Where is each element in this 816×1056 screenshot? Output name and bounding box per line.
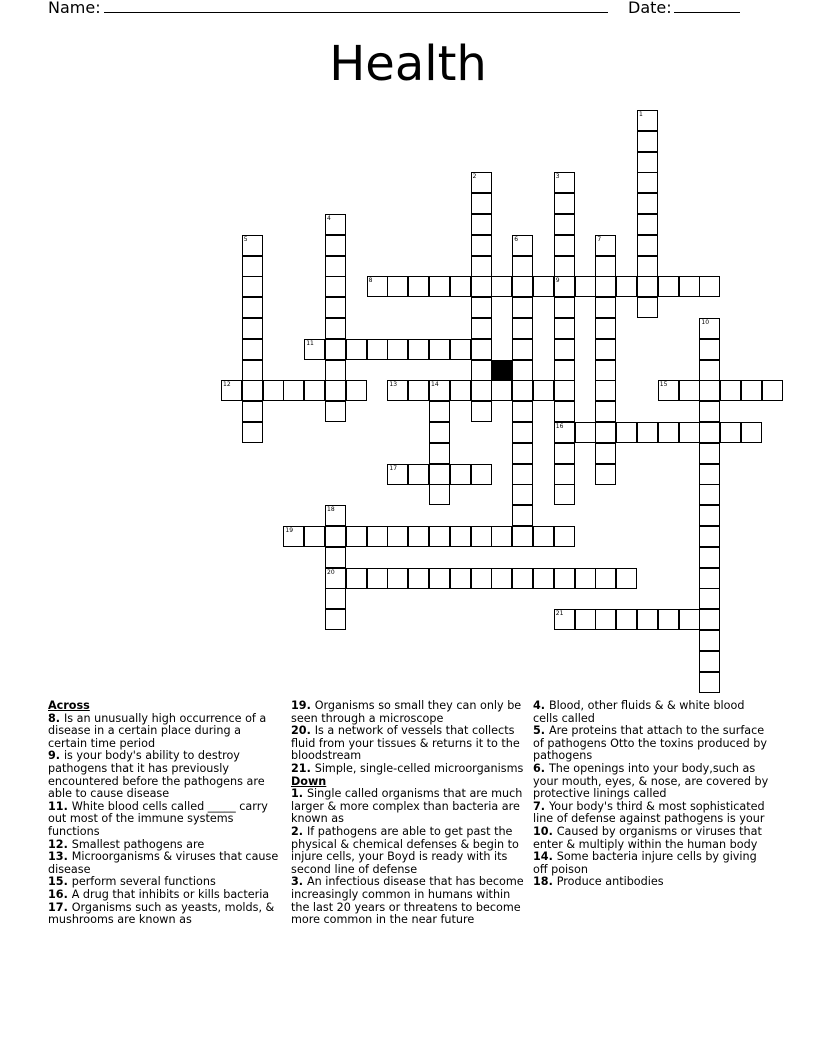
grid-cell[interactable]: [595, 380, 616, 401]
clue-number-label: 20: [327, 568, 335, 576]
clue-number: 15.: [48, 875, 72, 889]
grid-cell[interactable]: [741, 422, 762, 443]
grid-cell[interactable]: [325, 339, 346, 360]
grid-cell[interactable]: [699, 526, 720, 547]
grid-cell[interactable]: [699, 318, 720, 339]
grid-cell[interactable]: [512, 422, 533, 443]
grid-cell[interactable]: [283, 380, 304, 401]
grid-cell[interactable]: [512, 484, 533, 505]
clue-item: [291, 826, 527, 876]
clue-item: [533, 851, 769, 876]
grid-cell[interactable]: [554, 360, 575, 381]
grid-cell[interactable]: [699, 422, 720, 443]
grid-cell[interactable]: [554, 380, 575, 401]
grid-cell[interactable]: [471, 256, 492, 277]
grid-cell[interactable]: [408, 568, 429, 589]
grid-cell[interactable]: [325, 360, 346, 381]
grid-cell[interactable]: [283, 526, 304, 547]
grid-cell[interactable]: [408, 464, 429, 485]
clue-number: 4.: [533, 699, 549, 712]
grid-cell[interactable]: [429, 484, 450, 505]
clue-heading: Down: [291, 774, 327, 788]
clue-text: The openings into your body,such as your mouth, eyes, & nose, are covered by protective linings called: [533, 761, 769, 801]
clue-text: A drug that inhibits or kills bacteria: [71, 887, 270, 901]
grid-cell[interactable]: [741, 380, 762, 401]
clue-number-label: 4: [327, 215, 331, 222]
grid-cell[interactable]: [637, 276, 658, 297]
clue-number-label: 11: [306, 339, 314, 347]
grid-cell[interactable]: [595, 256, 616, 277]
grid-cell[interactable]: [325, 568, 346, 589]
grid-cell[interactable]: [658, 422, 679, 443]
clue-item: [48, 851, 280, 876]
grid-cell[interactable]: [512, 339, 533, 360]
clue-text: Organisms so small they can only be seen through a microscope: [291, 699, 522, 725]
grid-cell[interactable]: [679, 380, 700, 401]
grid-cell[interactable]: [325, 380, 346, 401]
grid-cell[interactable]: [637, 214, 658, 235]
grid-cell[interactable]: [575, 568, 596, 589]
grid-cell[interactable]: [408, 380, 429, 401]
grid-cell[interactable]: [699, 339, 720, 360]
grid-cell[interactable]: [325, 235, 346, 256]
clue-item: [533, 876, 769, 889]
grid-cell[interactable]: [554, 235, 575, 256]
clue-number: 16.: [48, 887, 72, 901]
clue-number-label: 1: [639, 111, 643, 118]
clue-number: 7.: [533, 799, 549, 813]
grid-cell[interactable]: [699, 464, 720, 485]
grid-cell[interactable]: [616, 276, 637, 297]
clue-number-label: 21: [555, 610, 564, 618]
grid-cell[interactable]: [242, 256, 263, 277]
grid-cell[interactable]: [595, 401, 616, 422]
grid-cell[interactable]: [595, 568, 616, 589]
grid-cell[interactable]: [533, 568, 554, 589]
black-square: [491, 360, 512, 381]
grid-cell[interactable]: [637, 193, 658, 214]
clue-item: [48, 801, 280, 839]
grid-cell[interactable]: [346, 380, 367, 401]
grid-cell[interactable]: [346, 526, 367, 547]
clue-text: Is an unusually high occurrence of a disease in a certain place during a certain time period: [48, 711, 267, 750]
grid-cell[interactable]: [242, 297, 263, 318]
clue-item: [48, 902, 280, 927]
grid-cell[interactable]: [429, 526, 450, 547]
clue-item: [533, 700, 769, 725]
grid-cell[interactable]: [471, 360, 492, 381]
grid-cell[interactable]: [679, 276, 700, 297]
grid-cell[interactable]: [637, 256, 658, 277]
grid-cell[interactable]: [554, 276, 575, 297]
clue-number-label: 15: [659, 381, 668, 389]
grid-cell[interactable]: [471, 193, 492, 214]
grid-cell[interactable]: [512, 443, 533, 464]
clue-text: Some bacteria injure cells by giving off poison: [533, 850, 757, 876]
grid-cell[interactable]: [533, 526, 554, 547]
grid-cell[interactable]: [699, 360, 720, 381]
grid-cell[interactable]: [658, 276, 679, 297]
clue-text: White blood cells called _____ carry out most of the immune systems functions: [48, 799, 268, 838]
grid-cell[interactable]: [429, 464, 450, 485]
grid-cell[interactable]: [471, 380, 492, 401]
grid-cell[interactable]: [554, 464, 575, 485]
grid-cell[interactable]: [512, 360, 533, 381]
grid-cell[interactable]: [242, 235, 263, 256]
grid-cell[interactable]: [554, 568, 575, 589]
grid-cell[interactable]: [699, 380, 720, 401]
grid-cell[interactable]: [720, 422, 741, 443]
grid-cell[interactable]: [762, 380, 783, 401]
grid-cell[interactable]: [325, 547, 346, 568]
grid-cell[interactable]: [471, 568, 492, 589]
clue-text: Is a network of vessels that collects fluid from your tissues & returns it to the bloodstream: [291, 724, 520, 763]
grid-cell[interactable]: [595, 464, 616, 485]
grid-cell[interactable]: [450, 464, 471, 485]
clue-text: Single called organisms that are much larger & more complex than bacteria are known as: [291, 787, 523, 826]
grid-cell[interactable]: [242, 360, 263, 381]
grid-cell[interactable]: [325, 609, 346, 630]
grid-cell[interactable]: [491, 380, 512, 401]
grid-cell[interactable]: [554, 484, 575, 505]
grid-cell[interactable]: [554, 609, 575, 630]
clue-number-label: 17: [389, 464, 398, 472]
grid-cell[interactable]: [450, 380, 471, 401]
grid-cell[interactable]: [679, 609, 700, 630]
page-title: Health: [329, 36, 487, 92]
clue-number-label: 10: [701, 319, 710, 326]
grid-cell[interactable]: [637, 609, 658, 630]
clues-column-2: [291, 700, 527, 927]
grid-cell[interactable]: [595, 422, 616, 443]
grid-cell[interactable]: [637, 131, 658, 152]
grid-cell[interactable]: [554, 172, 575, 193]
grid-cell[interactable]: [387, 276, 408, 297]
grid-cell[interactable]: [699, 401, 720, 422]
grid-cell[interactable]: [242, 276, 263, 297]
grid-cell[interactable]: [429, 380, 450, 401]
grid-cell[interactable]: [699, 588, 720, 609]
grid-cell[interactable]: [325, 297, 346, 318]
clue-text: Microorganisms & viruses that cause disease: [48, 850, 279, 876]
grid-cell[interactable]: [346, 339, 367, 360]
clue-number-label: 12: [223, 381, 231, 389]
grid-cell[interactable]: [554, 339, 575, 360]
grid-cell[interactable]: [429, 401, 450, 422]
clue-item: [291, 725, 527, 763]
clue-text: is your body's ability to destroy pathogens that it has previously encountered before the pathogens are able to cause disease: [48, 749, 265, 801]
grid-cell[interactable]: [429, 276, 450, 297]
grid-cell[interactable]: [512, 276, 533, 297]
grid-cell[interactable]: [450, 276, 471, 297]
grid-cell[interactable]: [450, 568, 471, 589]
grid-cell[interactable]: [637, 297, 658, 318]
clue-number: 9.: [48, 749, 64, 763]
grid-cell[interactable]: [554, 401, 575, 422]
clue-number: 10.: [533, 824, 557, 838]
grid-cell[interactable]: [221, 380, 242, 401]
grid-cell[interactable]: [242, 318, 263, 339]
grid-cell[interactable]: [471, 318, 492, 339]
grid-cell[interactable]: [616, 568, 637, 589]
clue-number: 8.: [48, 711, 64, 725]
clue-number-label: 8: [368, 277, 373, 285]
clue-item: [291, 700, 527, 725]
grid-cell[interactable]: [325, 276, 346, 297]
grid-cell[interactable]: [304, 380, 325, 401]
clue-number: 18.: [533, 875, 557, 889]
grid-cell[interactable]: [554, 256, 575, 277]
clue-number: 21.: [291, 761, 315, 775]
clues-column-3: [533, 700, 769, 889]
grid-cell[interactable]: [367, 339, 388, 360]
grid-cell[interactable]: [387, 380, 408, 401]
grid-cell[interactable]: [595, 339, 616, 360]
grid-cell[interactable]: [471, 235, 492, 256]
grid-cell[interactable]: [387, 526, 408, 547]
clue-item: [291, 876, 527, 926]
clue-text: Produce antibodies: [556, 875, 664, 889]
grid-cell[interactable]: [387, 568, 408, 589]
grid-cell[interactable]: [367, 568, 388, 589]
clue-item: [291, 788, 527, 826]
grid-cell[interactable]: [471, 214, 492, 235]
grid-cell[interactable]: [242, 401, 263, 422]
grid-cell[interactable]: [575, 422, 596, 443]
clue-item: [533, 725, 769, 763]
clue-number: 11.: [48, 799, 72, 813]
grid-cell[interactable]: [304, 339, 325, 360]
grid-cell[interactable]: [658, 380, 679, 401]
grid-cell[interactable]: [471, 172, 492, 193]
grid-cell[interactable]: [512, 526, 533, 547]
grid-cell[interactable]: [512, 235, 533, 256]
grid-cell[interactable]: [699, 547, 720, 568]
grid-cell[interactable]: [512, 401, 533, 422]
clue-item: [291, 763, 527, 776]
clue-text: Organisms such as yeasts, molds, & mushrooms are known as: [48, 900, 275, 927]
grid-cell[interactable]: [699, 568, 720, 589]
grid-cell[interactable]: [346, 568, 367, 589]
grid-cell[interactable]: [595, 297, 616, 318]
grid-cell[interactable]: [637, 235, 658, 256]
grid-cell[interactable]: [679, 422, 700, 443]
grid-cell[interactable]: [304, 526, 325, 547]
clue-item: [48, 750, 280, 800]
grid-cell[interactable]: [325, 588, 346, 609]
clue-text: If pathogens are able to get past the physical & chemical defenses & begin to injure cells, your Boyd is ready with its second line of defense: [291, 824, 519, 876]
clues-column-1: [48, 700, 280, 927]
grid-cell[interactable]: [637, 172, 658, 193]
grid-cell[interactable]: [429, 339, 450, 360]
grid-cell[interactable]: [512, 380, 533, 401]
grid-cell[interactable]: [637, 422, 658, 443]
grid-cell[interactable]: [554, 193, 575, 214]
grid-cell[interactable]: [471, 339, 492, 360]
grid-cell[interactable]: [699, 651, 720, 672]
clue-text: An infectious disease that has become increasingly common in humans within the last 20 years or threatens to become more common in the near future: [291, 875, 524, 927]
grid-cell[interactable]: [595, 609, 616, 630]
clue-number: 2.: [291, 824, 307, 838]
grid-cell[interactable]: [554, 297, 575, 318]
grid-cell[interactable]: [387, 339, 408, 360]
grid-cell[interactable]: [699, 609, 720, 630]
grid-cell[interactable]: [699, 276, 720, 297]
grid-cell[interactable]: [554, 214, 575, 235]
clue-number: 20.: [291, 724, 315, 738]
name-label: Name:: [48, 0, 101, 17]
clue-text: Blood, other fluids & & white blood cells called: [533, 699, 745, 725]
grid-cell[interactable]: [595, 360, 616, 381]
grid-cell[interactable]: [450, 339, 471, 360]
grid-cell[interactable]: [471, 297, 492, 318]
grid-cell[interactable]: [575, 276, 596, 297]
grid-cell[interactable]: [699, 630, 720, 651]
grid-cell[interactable]: [471, 401, 492, 422]
grid-cell[interactable]: [637, 110, 658, 131]
clue-number-label: 18: [327, 506, 335, 514]
grid-cell[interactable]: [699, 672, 720, 693]
grid-cell[interactable]: [491, 526, 512, 547]
grid-cell[interactable]: [554, 422, 575, 443]
grid-cell[interactable]: [595, 443, 616, 464]
clue-number-label: 6: [514, 235, 519, 243]
grid-cell[interactable]: [554, 318, 575, 339]
grid-cell[interactable]: [325, 401, 346, 422]
clue-item: [48, 713, 280, 751]
grid-cell[interactable]: [242, 339, 263, 360]
grid-cell[interactable]: [595, 276, 616, 297]
grid-cell[interactable]: [429, 422, 450, 443]
grid-cell[interactable]: [367, 526, 388, 547]
grid-cell[interactable]: [367, 276, 388, 297]
grid-cell[interactable]: [491, 568, 512, 589]
clue-text: Caused by organisms or viruses that enter & multiply within the human body: [533, 824, 762, 851]
grid-cell[interactable]: [658, 609, 679, 630]
grid-cell[interactable]: [491, 276, 512, 297]
grid-cell[interactable]: [637, 152, 658, 173]
grid-cell[interactable]: [512, 297, 533, 318]
clue-number: 19.: [291, 699, 315, 712]
grid-cell[interactable]: [471, 276, 492, 297]
grid-cell[interactable]: [325, 505, 346, 526]
clue-number-label: 3: [555, 173, 560, 181]
grid-cell[interactable]: [575, 609, 596, 630]
grid-cell[interactable]: [387, 464, 408, 485]
grid-cell[interactable]: [699, 505, 720, 526]
clue-heading: Across: [48, 699, 90, 712]
grid-cell[interactable]: [408, 526, 429, 547]
clue-text: Smallest pathogens are: [71, 837, 205, 851]
grid-cell[interactable]: [471, 526, 492, 547]
grid-cell[interactable]: [325, 526, 346, 547]
grid-cell[interactable]: [699, 443, 720, 464]
grid-cell[interactable]: [533, 276, 554, 297]
grid-cell[interactable]: [512, 318, 533, 339]
clue-item: [533, 801, 769, 826]
clue-number: 1.: [291, 787, 307, 801]
grid-cell[interactable]: [429, 443, 450, 464]
clue-number-label: 2: [472, 173, 477, 181]
grid-cell[interactable]: [595, 235, 616, 256]
clue-number-label: 9: [555, 277, 560, 285]
grid-cell[interactable]: [595, 318, 616, 339]
clue-item: [533, 826, 769, 851]
clue-number: 12.: [48, 837, 72, 851]
grid-cell[interactable]: [616, 609, 637, 630]
date-label: Date:: [628, 0, 672, 17]
grid-cell[interactable]: [512, 568, 533, 589]
grid-cell[interactable]: [699, 484, 720, 505]
grid-cell[interactable]: [554, 443, 575, 464]
grid-cell[interactable]: [512, 464, 533, 485]
clue-text: Your body's third & most sophisticated line of defense against pathogens is your: [533, 799, 765, 826]
clue-number: 17.: [48, 900, 72, 914]
grid-cell[interactable]: [616, 422, 637, 443]
grid-cell[interactable]: [325, 256, 346, 277]
clue-number: 5.: [533, 724, 549, 738]
clue-number-label: 19: [285, 527, 294, 534]
clue-number-label: 16: [555, 423, 564, 430]
clue-number-label: 7: [597, 235, 602, 243]
grid-cell[interactable]: [512, 505, 533, 526]
grid-cell[interactable]: [533, 380, 554, 401]
grid-cell[interactable]: [471, 464, 492, 485]
clue-number: 14.: [533, 850, 557, 864]
clue-number: 3.: [291, 875, 307, 889]
clue-text: perform several functions: [71, 875, 216, 889]
clue-text: Are proteins that attach to the surface of pathogens Otto the toxins produced by pathogens: [533, 724, 767, 763]
clue-number-label: 5: [243, 235, 248, 243]
grid-cell[interactable]: [408, 276, 429, 297]
grid-cell[interactable]: [720, 380, 741, 401]
grid-cell[interactable]: [263, 380, 284, 401]
grid-cell[interactable]: [325, 214, 346, 235]
grid-cell[interactable]: [450, 526, 471, 547]
grid-cell[interactable]: [512, 256, 533, 277]
grid-cell[interactable]: [429, 568, 450, 589]
clue-number: 13.: [48, 850, 72, 864]
clue-number: 6.: [533, 761, 549, 775]
grid-cell[interactable]: [242, 422, 263, 443]
grid-cell[interactable]: [325, 318, 346, 339]
grid-cell[interactable]: [554, 526, 575, 547]
clue-number-label: 13: [389, 381, 398, 389]
clue-item: [533, 763, 769, 801]
grid-cell[interactable]: [408, 339, 429, 360]
clue-text: Simple, single-celled microorganisms: [314, 761, 524, 775]
clue-number-label: 14: [431, 381, 439, 389]
grid-cell[interactable]: [242, 380, 263, 401]
